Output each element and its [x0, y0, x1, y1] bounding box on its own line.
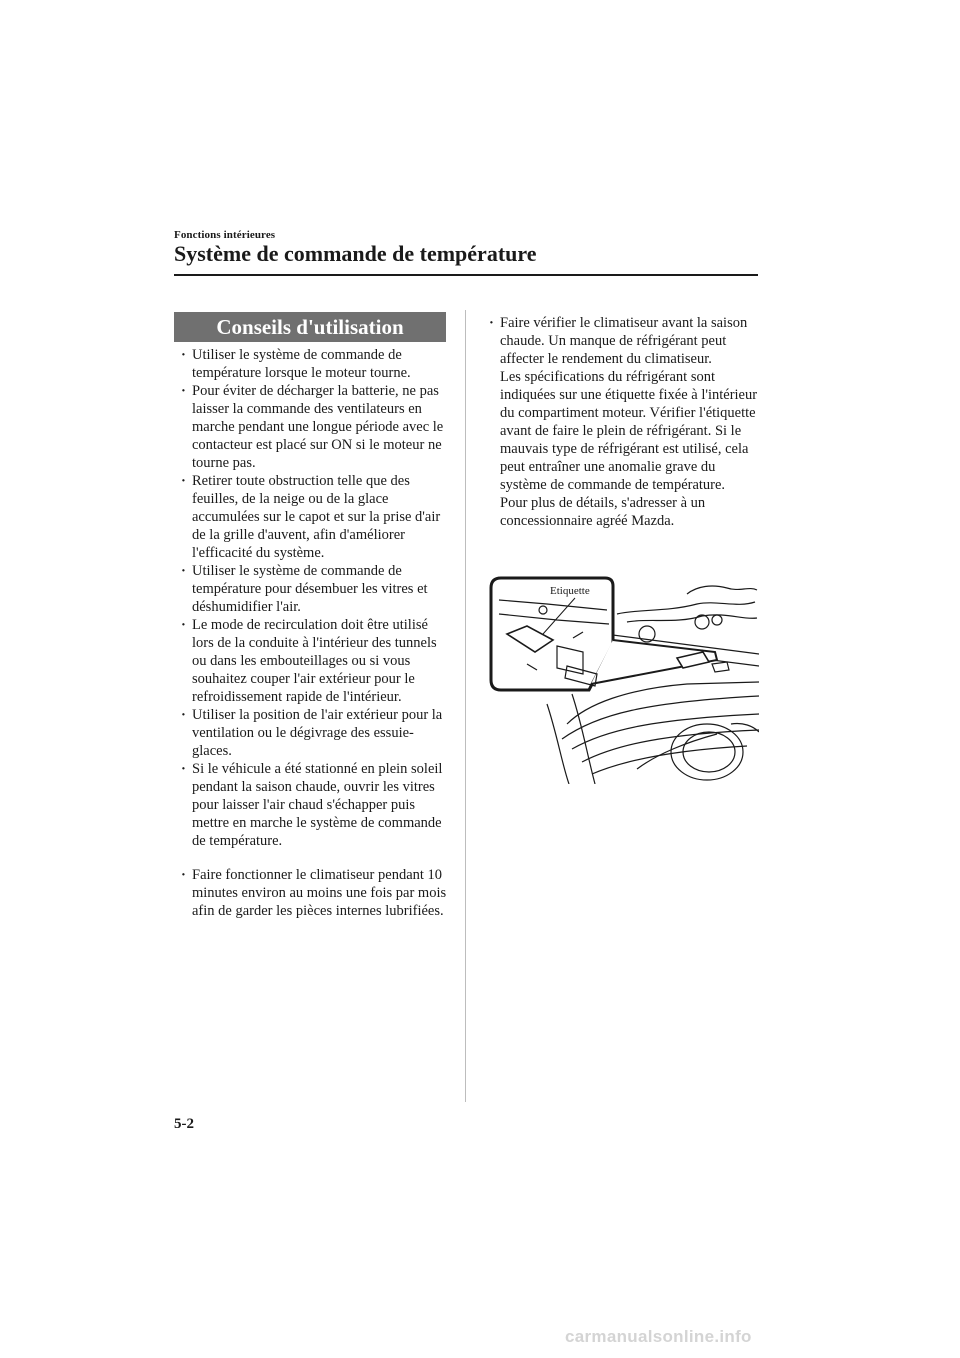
section-label: Fonctions intérieures [174, 229, 276, 241]
title-rule [174, 274, 758, 276]
tip-item: · Utiliser la position de l'air extérieur pour la ventilation ou le dégivrage des essuie-glaces. [178, 706, 452, 760]
refrigerant-spec: Les spécifications du réfrigérant sont indiquées sur une étiquette fixée à l'intérieur du compartiment moteur. Vérifier l'étiquette avant de faire le plein de réfrigérant. Si le mauvais type de réfrigérant est utilisé, cela peut entraîner une anomalie grave du système de commande de température. [500, 369, 758, 493]
tips-list [178, 346, 452, 920]
tip-item: · Si le véhicule a été stationné en plein soleil pendant la saison chaude, ouvrir les vitres pour laisser l'air chaud s'échapper puis mettre en marche le système de commande de température. [178, 760, 452, 850]
column-divider [465, 310, 466, 1102]
tip-item: · Utiliser le système de commande de température pour désembuer les vitres et déshumidifier l'air. [178, 562, 452, 616]
refrigerant-contact: Pour plus de détails, s'adresser à un concessionnaire agréé Mazda. [500, 495, 706, 529]
tip-item: · Utiliser le système de commande de température lorsque le moteur tourne. [178, 346, 452, 382]
tip-item: · Faire fonctionner le climatiseur pendant 10 minutes environ au moins une fois par mois afin de garder les pièces internes lubrifiées. [178, 866, 452, 920]
refrigerant-list [486, 314, 761, 530]
page-title: Système de commande de température [174, 241, 537, 266]
tip-item: · Pour éviter de décharger la batterie, ne pas laisser la commande des ventilateurs en marche pendant une longue période avec le contacteur est placé sur ON si le moteur ne tourne pas. [178, 382, 452, 472]
tip-item: · Le mode de recirculation doit être utilisé lors de la conduite à l'intérieur des tunnels ou dans les embouteillages ou si vous souhaitez couper l'air extérieur pour le refroidissement rapide de l'intérieur. [178, 616, 452, 706]
tip-item: · Retirer toute obstruction telle que des feuilles, de la neige ou de la glace accumulées sur le capot et sur la prise d'air de la grille d'auvent, afin d'améliorer l'efficacité du système. [178, 472, 452, 562]
figure-label: Etiquette [550, 585, 590, 597]
refrigerant-item [486, 314, 761, 530]
refrigerant-intro: Faire vérifier le climatiseur avant la saison chaude. Un manque de réfrigérant peut affecter le rendement du climatiseur. [500, 315, 748, 367]
tips-banner: Conseils d'utilisation [174, 312, 446, 342]
footer-watermark: carmanualsonline.info [565, 1327, 752, 1346]
engine-compartment-illustration [487, 574, 759, 784]
page-number: 5-2 [174, 1116, 194, 1132]
